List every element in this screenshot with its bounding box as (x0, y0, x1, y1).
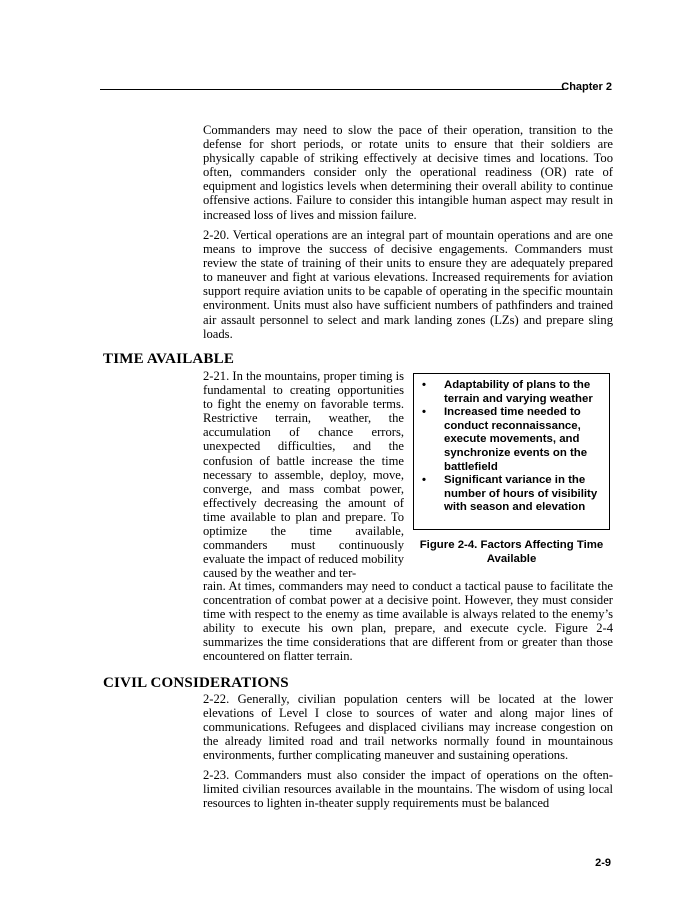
figure-list-item (420, 406, 603, 474)
paragraph-2-21-continued: rain. At times, commanders may need to conduct a tactical pause to facilitate the concentration of combat power at a decisive point. However, they must consider time with respect to the enemy as time available is always related to the enemy’s ability to execute his own plan, prepare, and execute cycle. Figure 2-4 summarizes the time considerations that are different from or greater than those encountered on flatter terrain. (203, 579, 613, 664)
section-heading-time-available: TIME AVAILABLE (103, 351, 235, 367)
page-number: 2-9 (595, 857, 611, 869)
figure-list-item (420, 474, 603, 515)
paragraph-2-21-left: 2-21. In the mountains, proper timing is fundamental to creating opportunities to fight the enemy on favorable terms. Restrictive terrain, weather, the accumulation of chance errors, unexpected difficulties, and the confusion of battle increase the time necessary to assemble, deploy, move, converge, and mass combat power, effectively decreasing the amount of time available to plan and prepare. To optimize the time available, commanders must continuously evaluate the impact of reduced mobility caused by the weather and ter- (203, 369, 404, 581)
bullet-icon: • (422, 474, 426, 487)
intro-paragraph: Commanders may need to slow the pace of their operation, transition to the defense for short periods, or rotate units to ensure that their soldiers are physically capable of striking effectively at decisive times and locations. Too often, commanders consider only the operational readiness (OR) rate of equipment and logistics levels when determining their overall ability to continue offensive actions. Failure to consider this intangible human aspect may result in increased loss of lives and mission failure. (203, 123, 613, 222)
bullet-icon: • (422, 406, 426, 419)
figure-2-4-list (414, 374, 609, 515)
figure-item-text: Significant variance in the number of hours of visibility with season and elevation (444, 474, 598, 514)
figure-2-4-box (413, 373, 610, 530)
bullet-icon: • (422, 379, 426, 391)
paragraph-2-23: 2-23. Commanders must also consider the impact of operations on the often-limited civilian resources available in the mountains. The wisdom of using local resources to lighten in-theater supply requirements must be balanced (203, 768, 613, 811)
figure-item-text: Adaptability of plans to the terrain and varying weather (444, 379, 593, 405)
section-heading-civil-considerations: CIVIL CONSIDERATIONS (103, 675, 289, 691)
figure-item-text: Increased time needed to conduct reconnaissance, execute movements, and synchronize events on the battlefield (444, 406, 588, 473)
paragraph-2-22: 2-22. Generally, civilian population centers will be located at the lower elevations of Level I close to sources of water and along major lines of communications. Refugees and displaced civilians may increase congestion on the already limited road and trail networks normally found in mountainous environments, further complicating maneuver and sustaining operations. (203, 692, 613, 763)
figure-list-item (420, 379, 603, 406)
chapter-label: Chapter 2 (561, 81, 612, 93)
header-rule (100, 89, 564, 90)
paragraph-2-20: 2-20. Vertical operations are an integral part of mountain operations and are one means to improve the success of decisive engagements. Commanders must review the state of training of their units to ensure they are adequately prepared to maneuver and fight at various elevations. Increased requirements for aviation support require aviation units to be capable of operating in the specific mountain environment. Units must also have sufficient numbers of pathfinders and trained air assault personnel to select and mark landing zones (LZs) and prepare sling loads. (203, 228, 613, 341)
figure-2-4-caption: Figure 2-4. Factors Affecting Time Available (419, 539, 604, 565)
